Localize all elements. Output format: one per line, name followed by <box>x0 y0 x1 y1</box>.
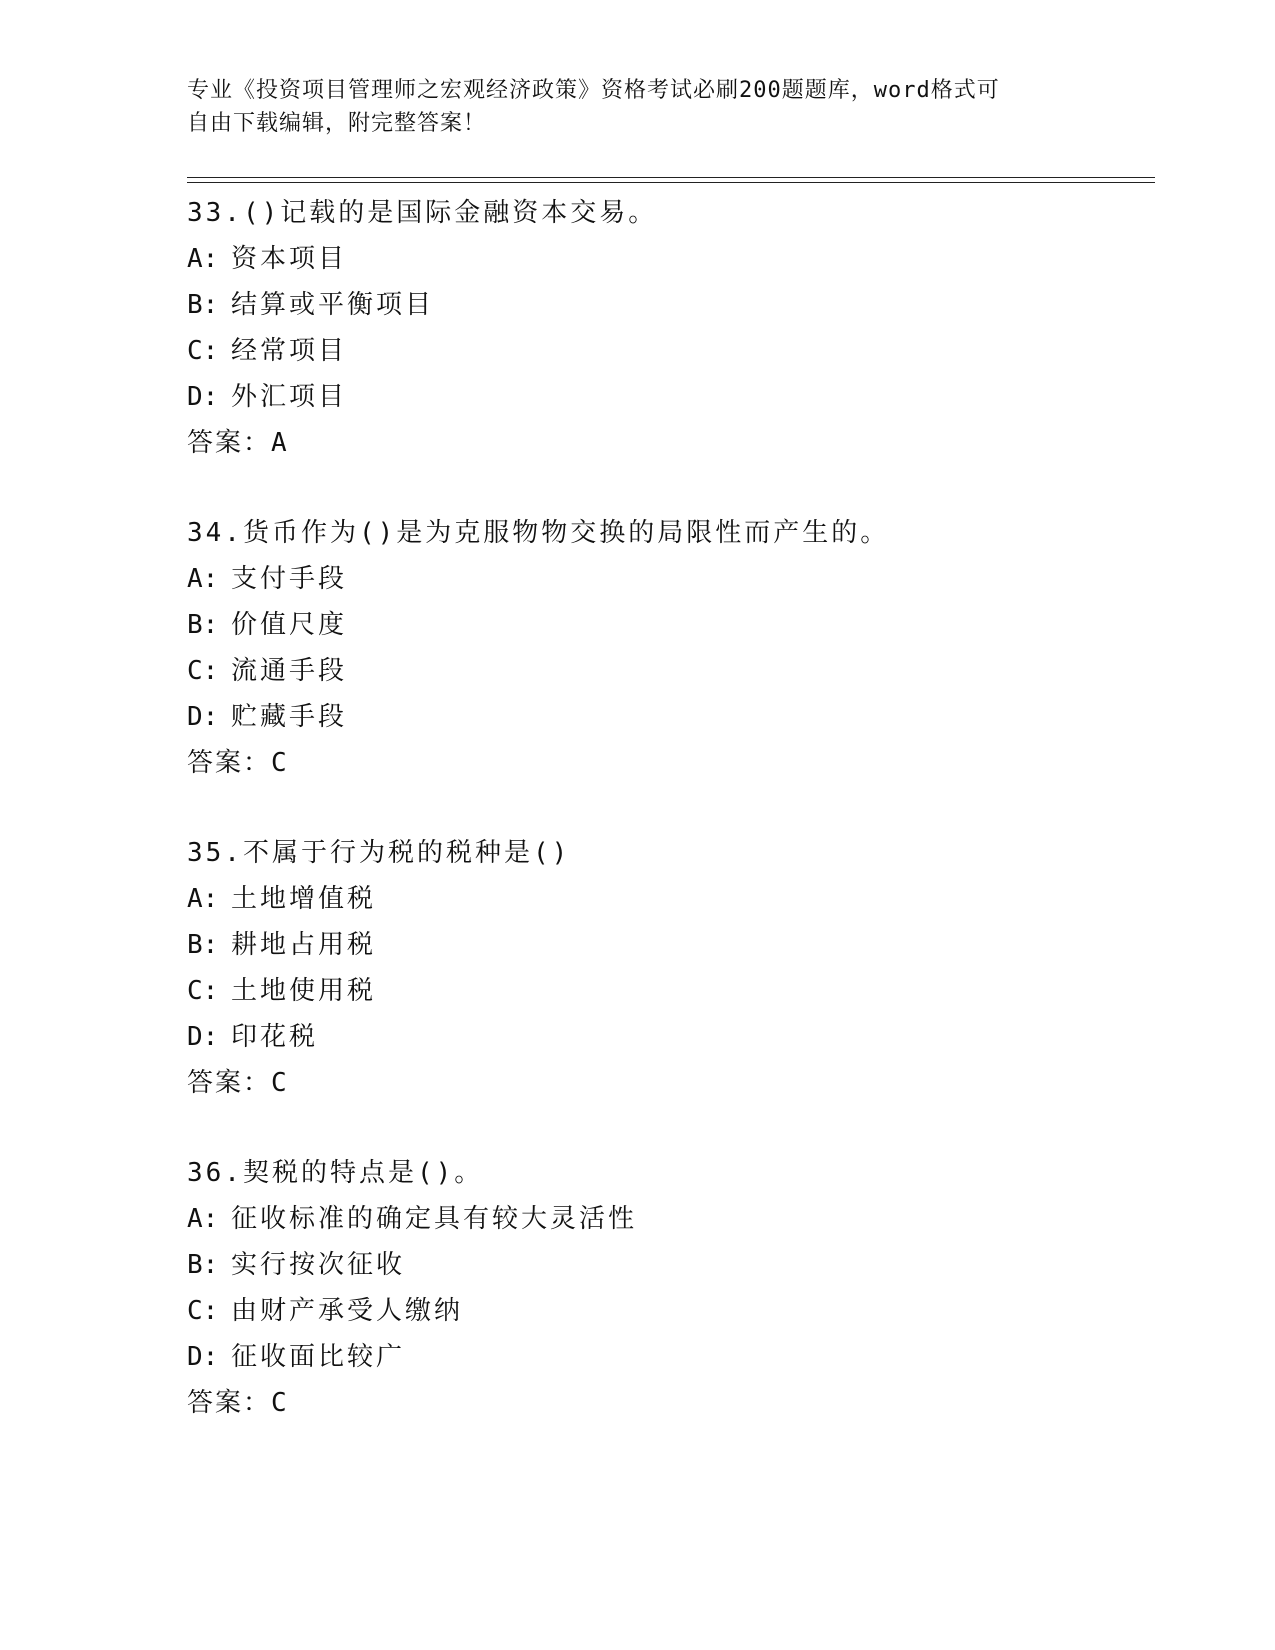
answer-label: 答案： <box>187 748 272 778</box>
option-text: 由财产承受人缴纳 <box>231 1296 464 1326</box>
option-letter: A: <box>187 1204 219 1234</box>
option-letter: D: <box>187 382 219 412</box>
option-b <box>187 922 1147 968</box>
option-text: 结算或平衡项目 <box>231 290 435 320</box>
answer-label: 答案： <box>187 1388 272 1418</box>
option-letter: B: <box>187 1250 219 1280</box>
answer-value: C <box>271 1068 289 1098</box>
option-a <box>187 236 1147 282</box>
option-b <box>187 282 1147 328</box>
option-a <box>187 556 1147 602</box>
answer-line <box>187 1060 1147 1106</box>
option-letter: D: <box>187 1342 219 1372</box>
option-c <box>187 1288 1147 1334</box>
question-item <box>187 1150 1147 1470</box>
option-text: 征收标准的确定具有较大灵活性 <box>231 1204 638 1234</box>
answer-label: 答案： <box>187 1068 272 1098</box>
header-divider-top <box>187 177 1155 178</box>
option-text: 土地增值税 <box>231 884 377 914</box>
answer-value: C <box>271 1388 289 1418</box>
option-letter: C: <box>187 1296 219 1326</box>
answer-value: A <box>271 428 289 458</box>
question-stem: 36.契税的特点是()。 <box>187 1158 484 1188</box>
question-stem: 35.不属于行为税的税种是() <box>187 838 571 868</box>
option-letter: C: <box>187 336 219 366</box>
option-text: 价值尺度 <box>231 610 348 640</box>
answer-value: C <box>271 748 289 778</box>
option-letter: D: <box>187 702 219 732</box>
option-text: 印花税 <box>231 1022 319 1052</box>
option-letter: D: <box>187 1022 219 1052</box>
question-item <box>187 510 1147 830</box>
option-letter: B: <box>187 930 219 960</box>
option-d <box>187 694 1147 740</box>
option-d <box>187 374 1147 420</box>
option-c <box>187 328 1147 374</box>
option-c <box>187 648 1147 694</box>
header-line-2: 自由下载编辑，附完整答案！ <box>187 111 487 136</box>
question-item <box>187 830 1147 1150</box>
question-list <box>187 190 1147 1470</box>
option-text: 经常项目 <box>231 336 348 366</box>
option-letter: B: <box>187 290 219 320</box>
option-b <box>187 602 1147 648</box>
option-text: 征收面比较广 <box>231 1342 406 1372</box>
option-text: 流通手段 <box>231 656 348 686</box>
answer-label: 答案： <box>187 428 272 458</box>
option-b <box>187 1242 1147 1288</box>
question-item <box>187 190 1147 510</box>
option-letter: A: <box>187 564 219 594</box>
option-text: 土地使用税 <box>231 976 377 1006</box>
document-header <box>187 74 1067 140</box>
answer-line <box>187 420 1147 466</box>
option-text: 贮藏手段 <box>231 702 348 732</box>
option-text: 实行按次征收 <box>231 1250 406 1280</box>
option-c <box>187 968 1147 1014</box>
option-text: 外汇项目 <box>231 382 348 412</box>
option-letter: C: <box>187 656 219 686</box>
option-letter: C: <box>187 976 219 1006</box>
header-divider-bottom <box>187 182 1155 183</box>
option-text: 资本项目 <box>231 244 348 274</box>
question-stem: 34.货币作为()是为克服物物交换的局限性而产生的。 <box>187 518 890 548</box>
answer-line <box>187 1380 1147 1426</box>
header-line-1: 专业《投资项目管理师之宏观经济政策》资格考试必刷200题题库，word格式可 <box>187 78 1000 103</box>
option-d <box>187 1334 1147 1380</box>
option-d <box>187 1014 1147 1060</box>
option-a <box>187 1196 1147 1242</box>
option-text: 耕地占用税 <box>231 930 377 960</box>
option-letter: A: <box>187 884 219 914</box>
option-letter: B: <box>187 610 219 640</box>
option-a <box>187 876 1147 922</box>
answer-line <box>187 740 1147 786</box>
question-stem: 33.()记载的是国际金融资本交易。 <box>187 198 658 228</box>
option-letter: A: <box>187 244 219 274</box>
option-text: 支付手段 <box>231 564 348 594</box>
